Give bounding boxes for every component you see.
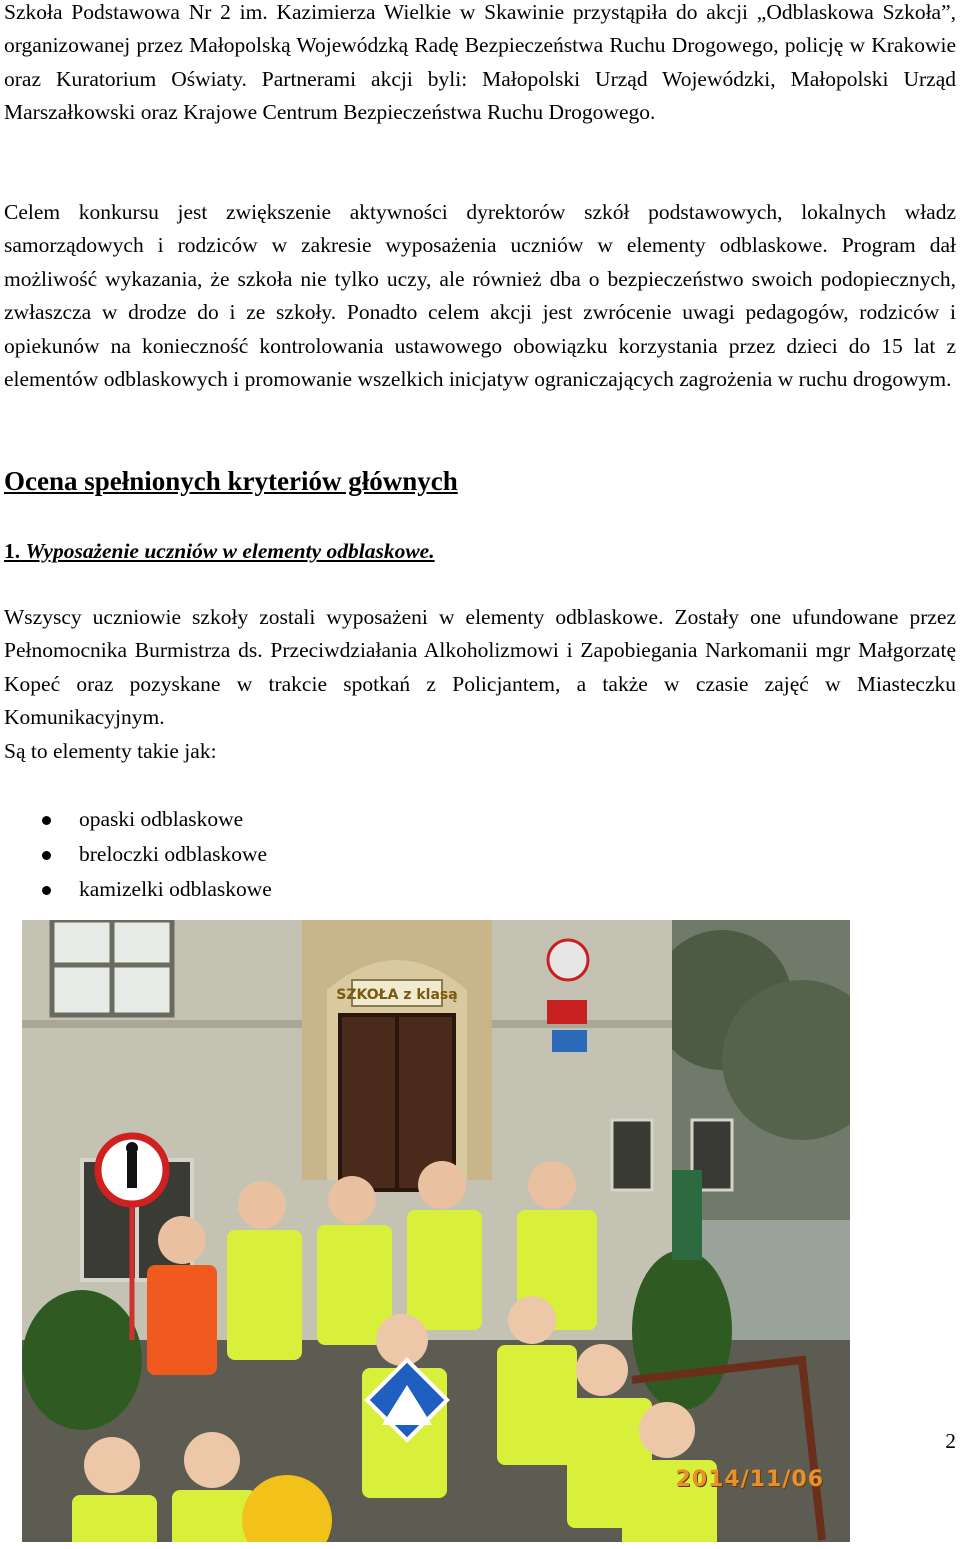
list-item: [4, 872, 272, 907]
list-item: [4, 802, 272, 837]
page-number: 2: [945, 1429, 956, 1453]
bullet-icon: [42, 816, 51, 825]
equipment-paragraph: Wszyscy uczniowie szkoły zostali wyposażeni w elementy odblaskowe. Zostały one ufundowane przez Pełnomocnika Burmistrza ds. Przeciwdziałania Alkoholizmowi i Zapobiegania Narkomanii mgr Małgorzatę Kopeć oraz pozyskane w trakcie spotkań z Policjantem, a także w czasie zajęć w Miasteczku Komunikacyjnym.: [4, 605, 956, 730]
list-item-text: kamizelki odblaskowe: [79, 877, 272, 901]
list-item: [4, 837, 272, 872]
school-group-photo: [22, 920, 850, 1542]
subsection-title: Wyposażenie uczniów w elementy odblaskowe.: [25, 539, 435, 563]
reflective-items-list: [4, 802, 272, 907]
bullet-icon: [42, 851, 51, 860]
bullet-icon: [42, 886, 51, 895]
list-intro: Są to elementy takie jak:: [4, 739, 217, 763]
subsection-number: 1.: [4, 539, 21, 563]
section-heading: Ocena spełnionych kryteriów głównych: [4, 466, 458, 496]
list-item-text: opaski odblaskowe: [79, 807, 244, 831]
photo-date-stamp: 2014/11/06: [675, 1467, 824, 1492]
school-sign-text: SZKOŁA z klasą: [336, 987, 458, 1003]
list-item-text: breloczki odblaskowe: [79, 842, 268, 866]
subsection-heading: [4, 535, 435, 568]
goal-paragraph: Celem konkursu jest zwiększenie aktywności dyrektorów szkół podstawowych, lokalnych władz samorządowych i rodziców w zakresie wyposażenia uczniów w elementy odblaskowe. Program dał możliwość wykazania, że szkoła nie tylko uczy, ale również dba o bezpieczeństwo swoich podopiecznych, zwłaszcza w drodze do i ze szkoły. Ponadto celem akcji jest zwrócenie uwagi pedagogów, rodziców i opiekunów na konieczność kontrolowania ustawowego obowiązku korzystania przez dzieci do 15 lat z elementów odblaskowych i promowanie wszelkich inicjatyw ograniczających zagrożenia w ruchu drogowym.: [4, 200, 956, 392]
photo-illustration: [22, 920, 850, 1542]
intro-paragraph: Szkoła Podstawowa Nr 2 im. Kazimierza Wielkie w Skawinie przystąpiła do akcji „Odblaskowa Szkoła”, organizowanej przez Małopolską Wojewódzką Radę Bezpieczeństwa Ruchu Drogowego, policję w Krakowie oraz Kuratorium Oświaty. Partnerami akcji byli: Małopolski Urząd Wojewódzki, Małopolski Urząd Marszałkowski oraz Krajowe Centrum Bezpieczeństwa Ruchu Drogowego.: [4, 0, 956, 125]
